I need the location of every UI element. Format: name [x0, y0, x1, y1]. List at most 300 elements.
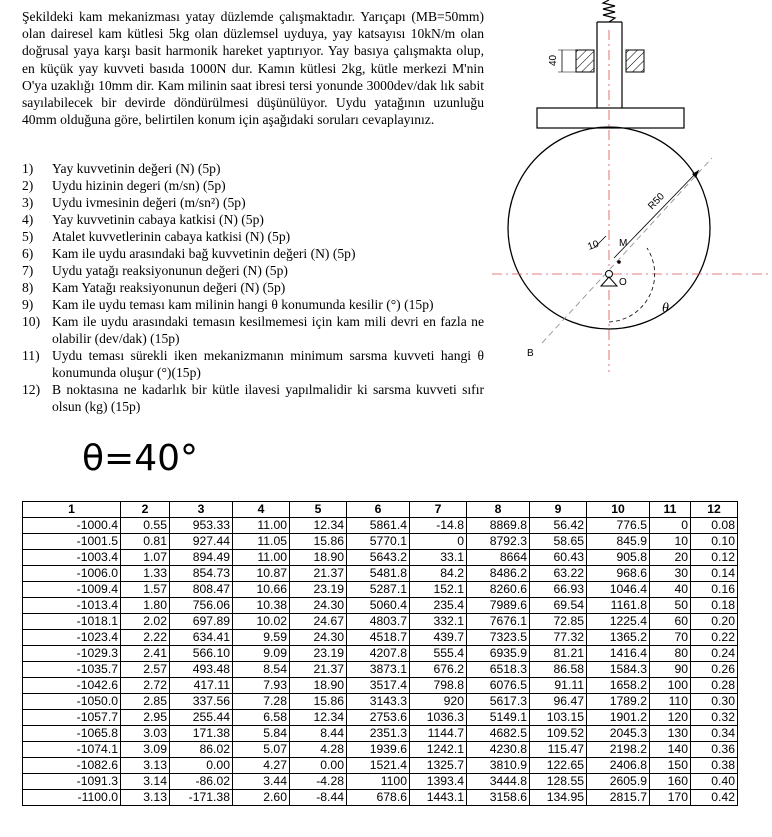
column-header: 8	[467, 502, 530, 518]
table-cell: 80	[650, 646, 691, 662]
table-cell: 678.6	[347, 790, 410, 806]
table-cell: 235.4	[410, 598, 467, 614]
table-cell: 4.28	[290, 742, 347, 758]
table-cell: 9.59	[233, 630, 290, 646]
table-cell: 3517.4	[347, 678, 410, 694]
table-cell: 84.2	[410, 566, 467, 582]
question-number: 1)	[22, 161, 34, 176]
table-cell: -1023.4	[23, 630, 121, 646]
table-cell: 2.85	[121, 694, 170, 710]
table-cell: 8.44	[290, 726, 347, 742]
handwritten-answer	[78, 432, 218, 482]
cam-diameter-line	[542, 158, 712, 343]
table-cell: 8869.8	[467, 518, 530, 534]
table-cell: 7676.1	[467, 614, 530, 630]
table-cell: 1.80	[121, 598, 170, 614]
table-cell: 96.47	[530, 694, 587, 710]
question-number: 7)	[22, 263, 34, 278]
table-row	[23, 694, 738, 710]
column-header: 3	[170, 502, 233, 518]
table-cell: 12.34	[290, 518, 347, 534]
question-text: Yay kuvvetinin cabaya katkisi (N) (5p)	[52, 212, 264, 227]
table-cell: 4.27	[233, 758, 290, 774]
question-item	[22, 211, 484, 228]
table-cell: 808.47	[170, 582, 233, 598]
column-header: 7	[410, 502, 467, 518]
table-cell: 160	[650, 774, 691, 790]
table-cell: 1036.3	[410, 710, 467, 726]
table-cell: 676.2	[410, 662, 467, 678]
table-cell: 91.11	[530, 678, 587, 694]
table-cell: 1416.4	[587, 646, 650, 662]
table-cell: 18.90	[290, 550, 347, 566]
table-row	[23, 518, 738, 534]
table-cell: 3.13	[121, 758, 170, 774]
table-cell: 171.38	[170, 726, 233, 742]
table-cell: 0	[650, 518, 691, 534]
table-cell: 776.5	[587, 518, 650, 534]
table-cell: 24.30	[290, 630, 347, 646]
table-cell: 20	[650, 550, 691, 566]
question-text: Uydu hizinin degeri (m/sn) (5p)	[52, 178, 226, 193]
table-cell: 1242.1	[410, 742, 467, 758]
question-item	[22, 296, 484, 313]
table-cell: -1065.8	[23, 726, 121, 742]
question-number: 10)	[22, 314, 41, 329]
column-header: 5	[290, 502, 347, 518]
table-cell: 9.09	[233, 646, 290, 662]
table-cell: 3158.6	[467, 790, 530, 806]
table-cell: 72.85	[530, 614, 587, 630]
table-cell: 150	[650, 758, 691, 774]
right-bearing-hatch	[626, 50, 644, 72]
table-cell: 2045.3	[587, 726, 650, 742]
table-cell: 337.56	[170, 694, 233, 710]
table-cell: 7.93	[233, 678, 290, 694]
table-cell: -1050.0	[23, 694, 121, 710]
table-cell: 953.33	[170, 518, 233, 534]
table-cell: 100	[650, 678, 691, 694]
table-cell: 1521.4	[347, 758, 410, 774]
table-cell: 845.9	[587, 534, 650, 550]
table-cell: 5287.1	[347, 582, 410, 598]
table-cell: 130	[650, 726, 691, 742]
table-cell: -14.8	[410, 518, 467, 534]
table-cell: 2815.7	[587, 790, 650, 806]
table-cell: 4230.8	[467, 742, 530, 758]
table-row	[23, 566, 738, 582]
table-cell: 3873.1	[347, 662, 410, 678]
table-cell: 3.14	[121, 774, 170, 790]
column-header: 6	[347, 502, 410, 518]
table-cell: -1006.0	[23, 566, 121, 582]
table-cell: 11.00	[233, 518, 290, 534]
table-cell: 1365.2	[587, 630, 650, 646]
table-cell: 10.38	[233, 598, 290, 614]
table-cell: 10.87	[233, 566, 290, 582]
table-cell: 493.48	[170, 662, 233, 678]
table-cell: 5060.4	[347, 598, 410, 614]
point-m-marker	[617, 260, 621, 264]
table-cell: -1100.0	[23, 790, 121, 806]
dim-40-label: 40	[548, 54, 559, 66]
table-cell: 634.41	[170, 630, 233, 646]
table-row	[23, 678, 738, 694]
question-text: Uydu teması sürekli iken mekanizmanın minimum sarsma kuvveti hangi θ konumunda oluşur (°)(15p)	[52, 348, 484, 380]
table-cell: 2.60	[233, 790, 290, 806]
table-cell: 5149.1	[467, 710, 530, 726]
table-cell: 56.42	[530, 518, 587, 534]
question-item	[22, 194, 484, 211]
table-cell: 0.18	[691, 598, 738, 614]
table-cell: 1939.6	[347, 742, 410, 758]
table-cell: 170	[650, 790, 691, 806]
table-cell: 854.73	[170, 566, 233, 582]
table-row	[23, 582, 738, 598]
table-row	[23, 662, 738, 678]
table-cell: 3.13	[121, 790, 170, 806]
table-cell: 0.24	[691, 646, 738, 662]
table-cell: -1003.4	[23, 550, 121, 566]
table-cell: 0.10	[691, 534, 738, 550]
table-cell: 439.7	[410, 630, 467, 646]
table-cell: 5643.2	[347, 550, 410, 566]
table-cell: -1035.7	[23, 662, 121, 678]
table-cell: 7989.6	[467, 598, 530, 614]
table-cell: 0.38	[691, 758, 738, 774]
question-number: 8)	[22, 280, 34, 295]
question-item	[22, 228, 484, 245]
table-cell: 122.65	[530, 758, 587, 774]
table-cell: 6935.9	[467, 646, 530, 662]
table-cell: 0.16	[691, 582, 738, 598]
table-cell: 417.11	[170, 678, 233, 694]
table-cell: 905.8	[587, 550, 650, 566]
table-cell: 86.58	[530, 662, 587, 678]
table-cell: 90	[650, 662, 691, 678]
table-cell: 0.14	[691, 566, 738, 582]
table-cell: 10	[650, 534, 691, 550]
table-cell: -1074.1	[23, 742, 121, 758]
table-cell: 69.54	[530, 598, 587, 614]
table-cell: 1.07	[121, 550, 170, 566]
table-cell: 4803.7	[347, 614, 410, 630]
question-item	[22, 347, 484, 381]
table-cell: 103.15	[530, 710, 587, 726]
table-cell: 0.00	[170, 758, 233, 774]
table-row	[23, 774, 738, 790]
table-cell: 2753.6	[347, 710, 410, 726]
column-header: 1	[23, 502, 121, 518]
table-cell: 60.43	[530, 550, 587, 566]
table-cell: 1658.2	[587, 678, 650, 694]
table-cell: 2.41	[121, 646, 170, 662]
table-cell: 10.02	[233, 614, 290, 630]
table-cell: 8664	[467, 550, 530, 566]
table-cell: 152.1	[410, 582, 467, 598]
table-cell: 3444.8	[467, 774, 530, 790]
table-header-row	[23, 502, 738, 518]
point-m-label: M	[619, 238, 628, 249]
table-cell: 11.00	[233, 550, 290, 566]
question-text: Uydu yatağı reaksiyonunun değeri (N) (5p)	[52, 263, 288, 278]
table-cell: 1789.2	[587, 694, 650, 710]
table-cell: 0.40	[691, 774, 738, 790]
column-header: 10	[587, 502, 650, 518]
table-cell: 81.21	[530, 646, 587, 662]
table-cell: 60	[650, 614, 691, 630]
table-cell: 110	[650, 694, 691, 710]
table-cell: 2198.2	[587, 742, 650, 758]
table-cell: 63.22	[530, 566, 587, 582]
table-cell: 0.55	[121, 518, 170, 534]
question-text: Atalet kuvvetlerinin cabaya katkisi (N) (5p)	[52, 229, 291, 244]
table-cell: 11.05	[233, 534, 290, 550]
question-number: 3)	[22, 195, 34, 210]
table-cell: 66.93	[530, 582, 587, 598]
table-cell: 1.57	[121, 582, 170, 598]
pivot-support-icon	[601, 277, 617, 286]
table-cell: 798.8	[410, 678, 467, 694]
table-cell: 555.4	[410, 646, 467, 662]
table-cell: 24.67	[290, 614, 347, 630]
table-cell: 0.34	[691, 726, 738, 742]
table-cell: 0.36	[691, 742, 738, 758]
table-cell: 2351.3	[347, 726, 410, 742]
table-cell: 21.37	[290, 566, 347, 582]
table-cell: 0.32	[691, 710, 738, 726]
table-cell: 5861.4	[347, 518, 410, 534]
table-cell: 8486.2	[467, 566, 530, 582]
table-row	[23, 742, 738, 758]
table-cell: 0	[410, 534, 467, 550]
question-item	[22, 245, 484, 262]
table-cell: 140	[650, 742, 691, 758]
table-cell: 134.95	[530, 790, 587, 806]
table-cell: 120	[650, 710, 691, 726]
table-cell: 7323.5	[467, 630, 530, 646]
table-cell: 6076.5	[467, 678, 530, 694]
table-cell: -86.02	[170, 774, 233, 790]
table-cell: -1091.3	[23, 774, 121, 790]
table-cell: 23.19	[290, 646, 347, 662]
table-cell: 3810.9	[467, 758, 530, 774]
cam-mechanism-diagram	[492, 0, 772, 372]
table-cell: 5481.8	[347, 566, 410, 582]
question-number: 11)	[22, 348, 40, 363]
table-cell: 8260.6	[467, 582, 530, 598]
table-cell: 109.52	[530, 726, 587, 742]
question-number: 2)	[22, 178, 34, 193]
question-item	[22, 279, 484, 296]
table-cell: 2.22	[121, 630, 170, 646]
table-cell: 23.19	[290, 582, 347, 598]
question-item	[22, 262, 484, 279]
table-cell: 30	[650, 566, 691, 582]
table-cell: 927.44	[170, 534, 233, 550]
table-row	[23, 614, 738, 630]
table-cell: -1057.7	[23, 710, 121, 726]
table-cell: 1144.7	[410, 726, 467, 742]
table-cell: 86.02	[170, 742, 233, 758]
table-cell: -1082.6	[23, 758, 121, 774]
table-cell: 894.49	[170, 550, 233, 566]
table-cell: 1393.4	[410, 774, 467, 790]
table-cell: -1013.4	[23, 598, 121, 614]
table-cell: 0.00	[290, 758, 347, 774]
table-cell: 5770.1	[347, 534, 410, 550]
table-cell: 21.37	[290, 662, 347, 678]
table-cell: 968.6	[587, 566, 650, 582]
table-cell: 3.44	[233, 774, 290, 790]
table-row	[23, 726, 738, 742]
question-number: 12)	[22, 382, 41, 397]
table-cell: 3143.3	[347, 694, 410, 710]
table-cell: -4.28	[290, 774, 347, 790]
table-cell: 4682.5	[467, 726, 530, 742]
column-header: 11	[650, 502, 691, 518]
question-number: 5)	[22, 229, 34, 244]
table-cell: 0.26	[691, 662, 738, 678]
table-cell: 10.66	[233, 582, 290, 598]
table-cell: 8792.3	[467, 534, 530, 550]
table-cell: 3.09	[121, 742, 170, 758]
table-row	[23, 598, 738, 614]
table-cell: 0.30	[691, 694, 738, 710]
table-cell: 0.20	[691, 614, 738, 630]
table-cell: 70	[650, 630, 691, 646]
table-cell: -1000.4	[23, 518, 121, 534]
column-header: 12	[691, 502, 738, 518]
table-cell: 1.33	[121, 566, 170, 582]
table-cell: 40	[650, 582, 691, 598]
table-cell: -1029.3	[23, 646, 121, 662]
table-cell: 5.84	[233, 726, 290, 742]
table-cell: 920	[410, 694, 467, 710]
table-cell: -1009.4	[23, 582, 121, 598]
results-table	[22, 501, 738, 806]
table-cell: 1046.4	[587, 582, 650, 598]
column-header: 9	[530, 502, 587, 518]
table-cell: 756.06	[170, 598, 233, 614]
point-o-label: O	[619, 277, 627, 288]
table-cell: 0.42	[691, 790, 738, 806]
table-cell: 697.89	[170, 614, 233, 630]
table-cell: 0.08	[691, 518, 738, 534]
table-cell: 1100	[347, 774, 410, 790]
table-row	[23, 630, 738, 646]
table-cell: 5617.3	[467, 694, 530, 710]
table-cell: 0.12	[691, 550, 738, 566]
table-cell: 1443.1	[410, 790, 467, 806]
table-cell: 1325.7	[410, 758, 467, 774]
table-cell: 2.72	[121, 678, 170, 694]
table-row	[23, 646, 738, 662]
question-number: 9)	[22, 297, 34, 312]
table-cell: 15.86	[290, 694, 347, 710]
table-cell: 2605.9	[587, 774, 650, 790]
table-cell: 1161.8	[587, 598, 650, 614]
question-item	[22, 381, 484, 415]
table-cell: 50	[650, 598, 691, 614]
table-cell: 3.03	[121, 726, 170, 742]
table-cell: 0.81	[121, 534, 170, 550]
question-item	[22, 313, 484, 347]
question-number: 4)	[22, 212, 34, 227]
table-cell: 5.07	[233, 742, 290, 758]
table-body	[23, 518, 738, 806]
follower-plate	[537, 108, 684, 128]
table-cell: 12.34	[290, 710, 347, 726]
table-cell: 24.30	[290, 598, 347, 614]
table-cell: 6518.3	[467, 662, 530, 678]
table-cell: 4207.8	[347, 646, 410, 662]
column-header: 2	[121, 502, 170, 518]
table-cell: 77.32	[530, 630, 587, 646]
question-text: Uydu ivmesinin değeri (m/sn²) (5p)	[52, 195, 246, 210]
table-cell: 1584.3	[587, 662, 650, 678]
table-cell: 115.47	[530, 742, 587, 758]
question-list	[22, 160, 484, 415]
table-cell: 255.44	[170, 710, 233, 726]
question-item	[22, 177, 484, 194]
table-cell: 4518.7	[347, 630, 410, 646]
table-cell: 332.1	[410, 614, 467, 630]
table-cell: 1225.4	[587, 614, 650, 630]
table-cell: 566.10	[170, 646, 233, 662]
table-cell: 1901.2	[587, 710, 650, 726]
question-text: B noktasına ne kadarlık bir kütle ilavesi yapılmalidir ki sarsma kuvveti sıfır olsun (kg) (15p)	[52, 382, 484, 414]
question-text: Kam ile uydu arasındaki temasın kesilmemesi için kam mili devri en fazla ne olabilir (dev/dak) (15p)	[52, 314, 484, 346]
table-cell: 8.54	[233, 662, 290, 678]
table-cell: 2.02	[121, 614, 170, 630]
table-cell: 6.58	[233, 710, 290, 726]
table-cell: 2.57	[121, 662, 170, 678]
table-cell: -1018.1	[23, 614, 121, 630]
left-bearing-hatch	[576, 50, 594, 72]
table-cell: 0.22	[691, 630, 738, 646]
table-cell: -8.44	[290, 790, 347, 806]
table-cell: 2.95	[121, 710, 170, 726]
table-cell: 33.1	[410, 550, 467, 566]
dim-10-label: 10	[586, 238, 601, 253]
table-cell: 0.28	[691, 678, 738, 694]
table-cell: 7.28	[233, 694, 290, 710]
handwritten-theta-label: θ=40°	[82, 438, 198, 479]
table-cell: 128.55	[530, 774, 587, 790]
table-row	[23, 710, 738, 726]
question-number: 6)	[22, 246, 34, 261]
question-text: Kam ile uydu teması kam milinin hangi θ konumunda kesilir (°) (15p)	[52, 297, 434, 312]
table-cell: 18.90	[290, 678, 347, 694]
problem-statement: Şekildeki kam mekanizması yatay düzlemde çalışmaktadır. Yarıçapı (MB=50mm) olan dairesel kam kütlesi 5kg olan düzlemsel uyduya, yay katsayısı 10kN/m olan doğrusal yaya karşı basit harmonik hareket yaptırıyor. Yay basıya çalışmakta olup, en küçük yay kuvveti basıda 1000N dur. Kamın kütlesi 2kg, kütle merkezi M'nin O'ya uzaklığı 10mm dir. Kam milinin saat ibresi tersi yonunde 3000dev/dak lık sabit sayılabilecek bir devirde döndürülmesi düşünülüyor. Uydu yatağının uzunluğu 40mm olduğuna göre, belirtilen konum için aşağıdaki soruları cevaplayınız.	[22, 9, 484, 128]
theta-label: θ	[662, 301, 669, 316]
column-header: 4	[233, 502, 290, 518]
table-cell: -171.38	[170, 790, 233, 806]
table-row	[23, 790, 738, 806]
table-cell: 58.65	[530, 534, 587, 550]
question-item	[22, 160, 484, 177]
table-cell: -1042.6	[23, 678, 121, 694]
table-row	[23, 550, 738, 566]
table-row	[23, 758, 738, 774]
r50-label: R50	[646, 191, 667, 213]
question-text: Kam ile uydu arasındaki bağ kuvvetinin değeri (N) (5p)	[52, 246, 356, 261]
table-cell: -1001.5	[23, 534, 121, 550]
table-row	[23, 534, 738, 550]
question-text: Yay kuvvetinin değeri (N) (5p)	[52, 161, 221, 176]
spring-icon	[603, 0, 615, 22]
